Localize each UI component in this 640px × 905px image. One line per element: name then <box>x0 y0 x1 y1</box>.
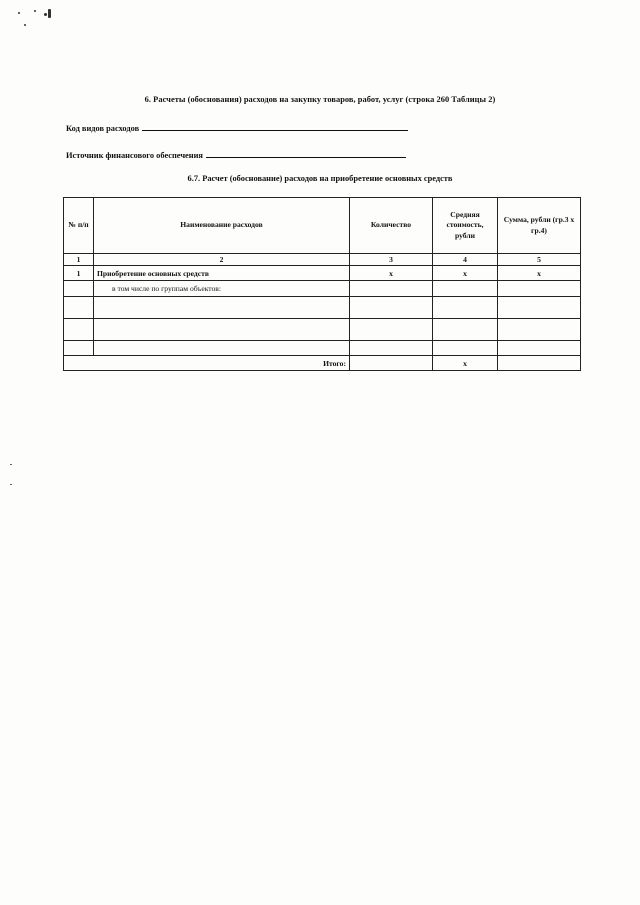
scan-artifact <box>10 464 12 465</box>
table-cell <box>350 297 433 319</box>
table-cell <box>64 281 94 297</box>
row-qty: х <box>350 266 433 281</box>
table-cell <box>433 281 498 297</box>
scan-artifact <box>48 9 51 18</box>
total-row <box>64 356 581 371</box>
table-cell <box>94 319 350 341</box>
total-label: Итого: <box>64 356 350 371</box>
col-number: 5 <box>498 254 581 266</box>
funding-source-field <box>66 150 406 160</box>
row-name: в том числе по группам объектов: <box>94 281 350 297</box>
scan-artifact <box>10 484 12 485</box>
table-cell <box>433 319 498 341</box>
table-cell <box>94 341 350 356</box>
table-cell <box>64 341 94 356</box>
expense-code-field <box>66 123 408 133</box>
row-sum: х <box>498 266 581 281</box>
col-number: 3 <box>350 254 433 266</box>
row-name: Приобретение основных средств <box>94 266 350 281</box>
fixed-assets-table <box>63 197 581 371</box>
row-avg-cost: х <box>433 266 498 281</box>
table-row <box>64 281 581 297</box>
column-number-row <box>64 254 581 266</box>
header-num: № п/п <box>64 198 94 254</box>
table-cell <box>498 281 581 297</box>
table-cell <box>433 297 498 319</box>
table-cell <box>498 297 581 319</box>
subsection-title: 6.7. Расчет (обоснование) расходов на приобретение основных средств <box>187 174 453 183</box>
col-number: 1 <box>64 254 94 266</box>
funding-source-underline <box>206 150 406 158</box>
header-name: Наименование расходов <box>94 198 350 254</box>
table-cell <box>350 319 433 341</box>
table-cell <box>498 341 581 356</box>
expense-code-label: Код видов расходов <box>66 124 140 133</box>
col-number: 2 <box>94 254 350 266</box>
total-qty <box>350 356 433 371</box>
table-cell <box>350 281 433 297</box>
table-cell <box>64 319 94 341</box>
funding-source-label: Источник финансового обеспечения <box>66 151 203 160</box>
header-avg-cost: Средняя стоимость, рубли <box>433 198 498 254</box>
table-cell <box>350 341 433 356</box>
table-cell <box>433 341 498 356</box>
scan-artifact <box>18 12 20 14</box>
row-num: 1 <box>64 266 94 281</box>
scan-artifact <box>34 10 36 12</box>
col-number: 4 <box>433 254 498 266</box>
expense-code-underline <box>142 123 408 131</box>
section-title: 6. Расчеты (обоснования) расходов на закупку товаров, работ, услуг (строка 260 Таблицы 2) <box>144 95 496 104</box>
table-header-row <box>64 198 581 254</box>
table-cell <box>64 297 94 319</box>
header-qty: Количество <box>350 198 433 254</box>
scan-artifact <box>24 24 26 26</box>
header-sum: Сумма, рубли (гр.3 х гр.4) <box>498 198 581 254</box>
table-row <box>64 266 581 281</box>
total-sum <box>498 356 581 371</box>
table-cell <box>94 297 350 319</box>
table-row <box>64 319 581 341</box>
total-avg-cost: х <box>433 356 498 371</box>
table-row <box>64 341 581 356</box>
table-row <box>64 297 581 319</box>
table-cell <box>498 319 581 341</box>
scan-artifact <box>44 13 47 16</box>
